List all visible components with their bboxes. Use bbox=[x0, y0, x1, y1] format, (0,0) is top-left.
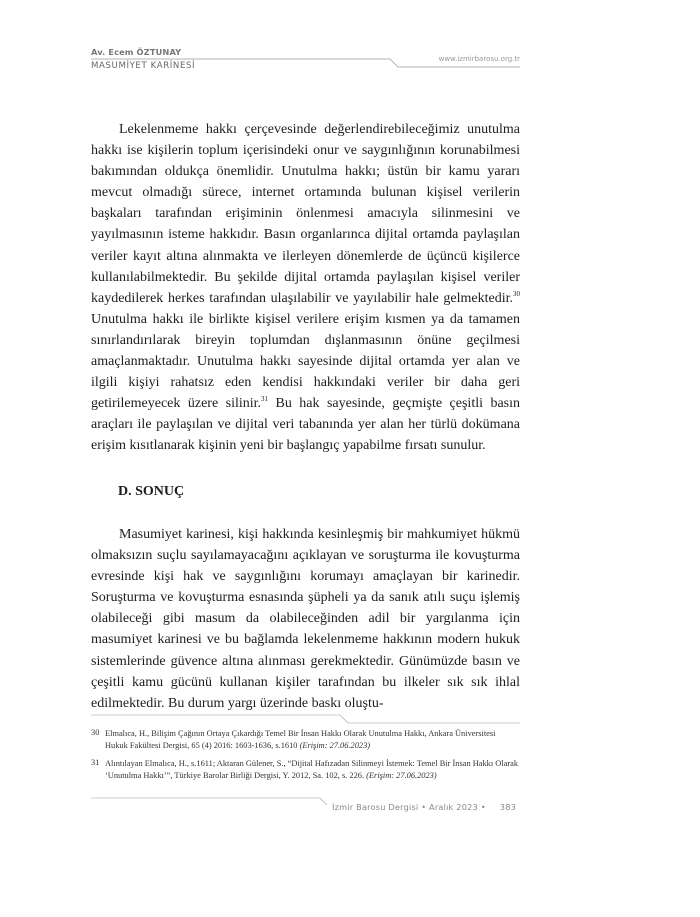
footer-rule bbox=[91, 798, 327, 805]
paragraph-unutulma bbox=[91, 119, 520, 457]
footnote-number: 30 bbox=[91, 728, 100, 737]
footer-journal: İzmir Barosu Dergisi • Aralık 2023 • bbox=[332, 802, 486, 812]
section-heading: D. SONUÇ bbox=[118, 484, 185, 499]
footnote-text: Elmalıca, H., Bilişim Çağının Ortaya Çıkardığı Temel Bir İnsan Hakkı Olarak Unutulma Hakkı, Ankara Üniversitesi Hukuk Fakültesi Dergisi, 65 (4) 2016: 1603-1636, s.1610 bbox=[105, 729, 496, 751]
header-author: Av. Ecem ÖZTUNAY bbox=[91, 47, 182, 57]
footnote-rule bbox=[91, 715, 520, 723]
footnote-access-date: (Erişim: 27.06.2023) bbox=[366, 771, 437, 781]
paragraph1-part3: Bu hak sayesinde, geçmişte çeşitli basın araçları ile paylaşılan ve dijital veri tabanında yer alan her türlü dokümana erişim kısıtlanarak kişinin yeni bir başlangıç yapabilme fırsatı sunulur. bbox=[91, 396, 520, 454]
footnote-text: Alıntılayan Elmalıca, H., s.1611; Aktaran Gülener, S., “Dijital Hafızadan Silinmeyi İstemek: Temel Bir İnsan Hakkı Olarak ‘Unutulma Hakkı’”, Türkiye Barolar Birliği Dergisi, Y. 2012, Sa. 102, s. 226. bbox=[105, 759, 519, 781]
paragraph-sonuc: Masumiyet karinesi, kişi hakkında kesinleşmiş bir mahkumiyet hükmü olmaksızın suçlu sayılamayacağını açıklayan ve soruşturma ile kovuşturma evresinde kişi hak ve saygınlığını korumayı amaçlayan bir karinedir. Soruşturma ve kovuşturma esnasında şüpheli ya da sanık atılı suçu işlemiş olabileceği gibi masum da olabileceğinden adil bir yargılanma için masumiyet karinesi ve bu bağlamda lekelenmeme hakkının modern hukuk sistemlerinde güvence altına alınması gerekmektedir. Günümüzde basın ve çeşitli kamu gücünü kullanan kişiler tarafından bu ilkeler sık sık ihlal edilmektedir. Bu durum yargı üzerinde baskı oluştu- bbox=[91, 527, 520, 711]
footnote-ref-30[interactable]: 30 bbox=[513, 289, 520, 298]
header-website[interactable]: www.izmirbarosu.org.tr bbox=[438, 55, 520, 63]
footnote-access-date: (Erişim: 27.06.2023) bbox=[299, 741, 371, 751]
header-title: MASUMİYET KARİNESİ bbox=[91, 61, 196, 71]
paragraph1-part2: Unutulma hakkı ile birlikte kişisel verilere erişim kısmen ya da tamamen sınırlandırılarak bireyin toplumdan dışlanmasının önüne geçilmesi amaçlanmaktadır. Unutulma hakkı sayesinde dijital ortamda yer alan ve ilgili kişiyi rahatsız eden kendisi hakkındaki veriler bir daha geri getirilemeyecek üzere silinir. bbox=[91, 311, 520, 412]
footnote-30 bbox=[91, 728, 520, 752]
page-footer bbox=[332, 802, 516, 812]
footnote-ref-31[interactable]: 31 bbox=[261, 395, 269, 404]
footnote-31 bbox=[91, 758, 520, 782]
page-number: 383 bbox=[499, 802, 517, 812]
paragraph1-part1: Lekelenmeme hakkı çerçevesinde değerlendirebileceğimiz unutulma hakkı ise kişilerin toplum içerisindeki onur ve saygınlığının korunabilmesi bakımından oldukça önemlidir. Unutulma hakkı; üstün bir kamu yararı mevcut olmadığı sürece, internet ortamında bulunan kişisel verilerin başkaları tarafından erişiminin önlenmesi amacıyla silinmesini ve yayılmasının isteme hakkıdır. Basın organlarınca dijital ortamda paylaşılan veriler kayıt altına alınmakta ve ilerleyen dönemlerde de üçüncü kişilerce kullanılabilmektedir. Bu şekilde dijital ortamda paylaşılan kişisel veriler kaydedilerek herkes tarafından ulaşılabilir ve yayılabilir hale gelmektedir. bbox=[91, 122, 520, 306]
footnote-number: 31 bbox=[91, 758, 100, 767]
